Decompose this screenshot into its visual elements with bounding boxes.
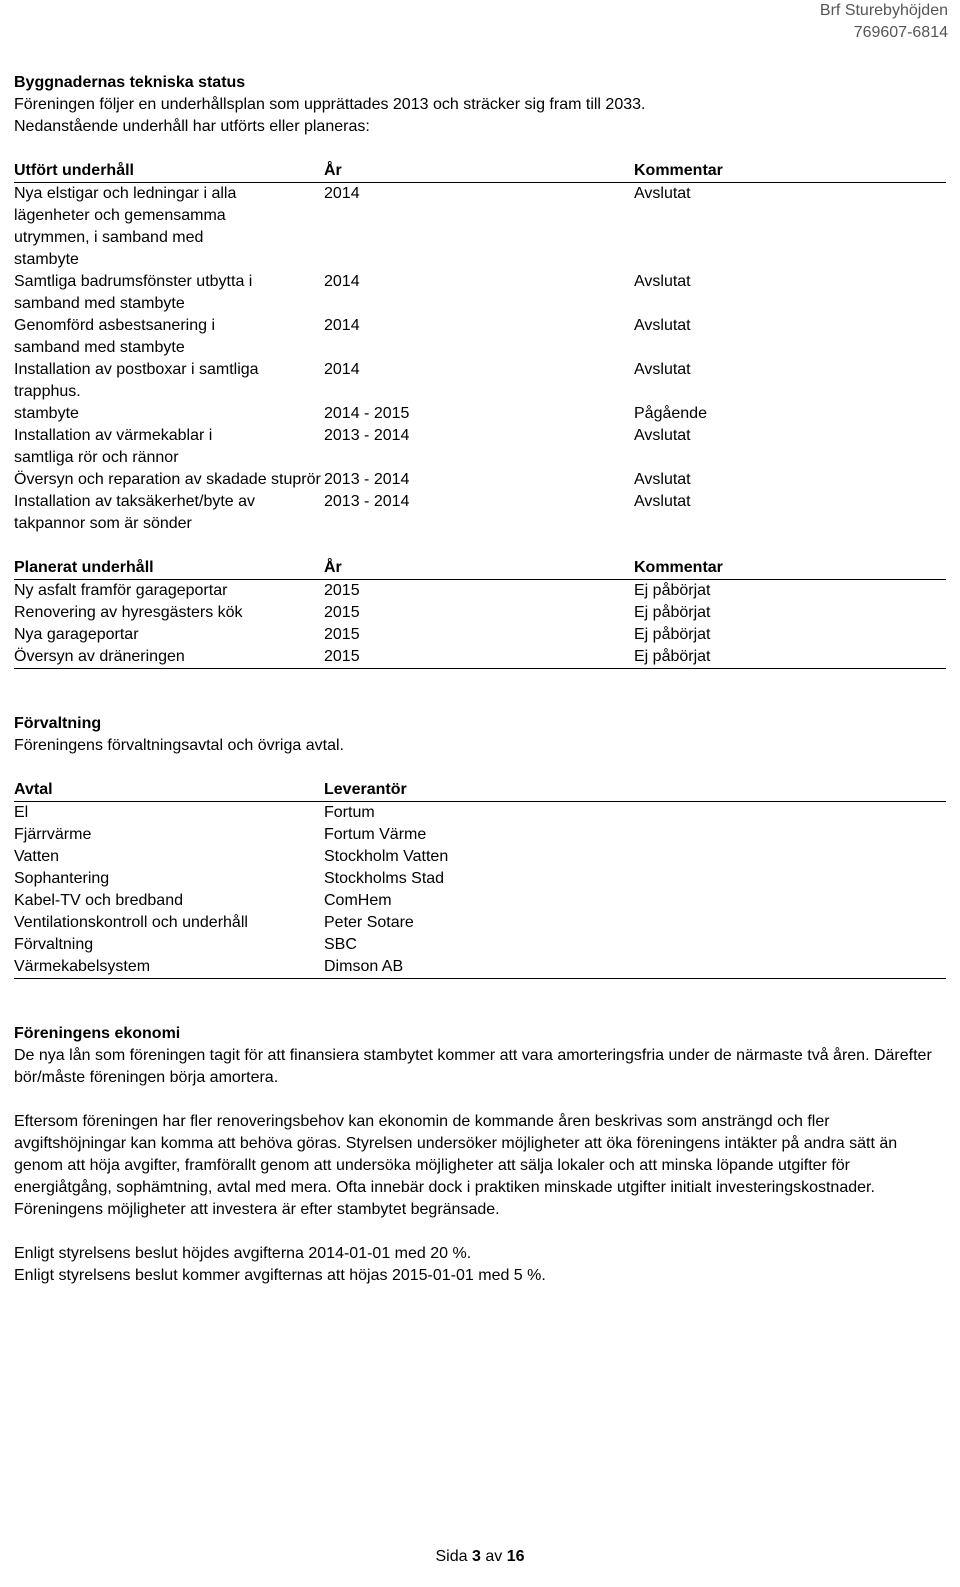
done-year: 2014 bbox=[324, 361, 360, 378]
table-row bbox=[14, 824, 946, 846]
contract-supplier: Peter Sotare bbox=[324, 914, 414, 931]
planned-year: 2015 bbox=[324, 646, 634, 669]
planned-year: 2015 bbox=[324, 582, 360, 599]
total-page-count: 16 bbox=[506, 1548, 525, 1565]
planned-task: Översyn av dräneringen bbox=[14, 646, 324, 669]
table-row bbox=[14, 359, 946, 403]
contract-supplier: Dimson AB bbox=[324, 956, 946, 979]
done-comment: Avslutat bbox=[634, 317, 691, 334]
association-name: Brf Sturebyhöjden bbox=[819, 2, 948, 19]
planned-task: Nya garageportar bbox=[14, 626, 139, 643]
done-year: 2014 bbox=[324, 185, 360, 202]
table-row bbox=[14, 183, 946, 272]
done-comment: Avslutat bbox=[634, 361, 691, 378]
contract-supplier: ComHem bbox=[324, 892, 392, 909]
done-comment: Avslutat bbox=[634, 471, 691, 488]
contract-supplier: Fortum bbox=[324, 804, 375, 821]
planned-maintenance-table bbox=[14, 557, 946, 669]
status-title: Byggnadernas tekniska status bbox=[14, 74, 246, 91]
done-task: Installation av postboxar i samtliga trapphus. bbox=[14, 361, 259, 400]
contract-name: Ventilationskontroll och underhåll bbox=[14, 914, 248, 931]
management-title: Förvaltning bbox=[14, 715, 102, 732]
done-task: Installation av taksäkerhet/byte av takpannor som är sönder bbox=[14, 493, 256, 532]
planned-col-comment: Kommentar bbox=[634, 557, 946, 580]
done-col-comment: Kommentar bbox=[634, 160, 946, 183]
done-table-header-row bbox=[14, 160, 946, 183]
table-row bbox=[14, 912, 946, 934]
done-col-task: Utfört underhåll bbox=[14, 160, 324, 183]
page-label: Sida bbox=[435, 1548, 468, 1565]
contract-supplier: Stockholm Vatten bbox=[324, 848, 449, 865]
table-row bbox=[14, 602, 946, 624]
contracts-col-supplier: Leverantör bbox=[324, 779, 946, 802]
planned-year: 2015 bbox=[324, 626, 360, 643]
contract-supplier: SBC bbox=[324, 936, 357, 953]
planned-comment: Ej påbörjat bbox=[634, 646, 946, 669]
planned-comment: Ej påbörjat bbox=[634, 582, 711, 599]
page-footer bbox=[0, 1546, 960, 1568]
contract-name: Förvaltning bbox=[14, 936, 94, 953]
economy-paragraph-2: Eftersom föreningen har fler renoveringsbehov kan ekonomin de kommande åren beskrivas som ansträngd och fler avgiftshöjningar kan komma att behöva göras. Styrelsen undersöker möjligheter att öka föreningens intäkter på andra sätt än genom att höja avgifter, framförallt genom att undersöka möjligheter att sälja lokaler och att minska löpande utgifter för energiåtgång, sophämtning, avtal med mera. Ofta innebär dock i praktiken minskade utgifter initialt investeringskostnader. Föreningens möjligheter att investera är efter stambytet begränsade. bbox=[14, 1113, 898, 1218]
table-row bbox=[14, 624, 946, 646]
economy-paragraph-1: De nya lån som föreningen tagit för att finansiera stambytet kommer att vara amorteringsfria under de närmaste två åren. Därefter bör/måste föreningen börja amortera. bbox=[14, 1047, 932, 1086]
contracts-col-contract: Avtal bbox=[14, 779, 324, 802]
page-header bbox=[820, 0, 948, 44]
table-row bbox=[14, 425, 946, 469]
contract-supplier: Stockholms Stad bbox=[324, 870, 445, 887]
table-row bbox=[14, 646, 946, 669]
economy-paragraph-4: Enligt styrelsens beslut kommer avgifternas att höjas 2015-01-01 med 5 %. bbox=[14, 1267, 546, 1284]
table-row bbox=[14, 403, 946, 425]
contract-name: Kabel-TV och bredband bbox=[14, 892, 183, 909]
planned-comment: Ej påbörjat bbox=[634, 626, 711, 643]
contract-name: Vatten bbox=[14, 848, 60, 865]
table-row bbox=[14, 934, 946, 956]
done-year: 2014 bbox=[324, 317, 360, 334]
table-row bbox=[14, 315, 946, 359]
contract-supplier: Fortum Värme bbox=[324, 826, 427, 843]
done-year: 2013 - 2014 bbox=[324, 493, 410, 510]
contracts-table bbox=[14, 779, 946, 979]
status-paragraph-2: Nedanstående underhåll har utförts eller planeras: bbox=[14, 118, 370, 135]
table-row bbox=[14, 868, 946, 890]
planned-year: 2015 bbox=[324, 604, 360, 621]
economy-paragraph-3: Enligt styrelsens beslut höjdes avgifterna 2014-01-01 med 20 %. bbox=[14, 1245, 472, 1262]
done-comment: Avslutat bbox=[634, 273, 691, 290]
done-year: 2014 - 2015 bbox=[324, 405, 410, 422]
done-year: 2013 - 2014 bbox=[324, 471, 410, 488]
planned-comment: Ej påbörjat bbox=[634, 604, 711, 621]
table-row bbox=[14, 580, 946, 603]
status-paragraph-1: Föreningen följer en underhållsplan som upprättades 2013 och sträcker sig fram till 2033. bbox=[14, 96, 646, 113]
org-number: 769607-6814 bbox=[853, 24, 948, 41]
done-task: Installation av värmekablar i samtliga rör och rännor bbox=[14, 427, 213, 466]
done-comment: Avslutat bbox=[634, 185, 691, 202]
planned-col-task: Planerat underhåll bbox=[14, 557, 324, 580]
done-comment: Avslutat bbox=[634, 493, 691, 510]
done-task: Nya elstigar och ledningar i alla lägenheter och gemensamma utrymmen, i samband med stambyte bbox=[14, 185, 237, 268]
planned-task: Renovering av hyresgästers kök bbox=[14, 604, 243, 621]
page-content bbox=[14, 72, 946, 1287]
done-task: stambyte bbox=[14, 405, 79, 422]
current-page-number: 3 bbox=[471, 1548, 481, 1565]
table-row bbox=[14, 802, 946, 825]
table-row bbox=[14, 271, 946, 315]
table-row bbox=[14, 956, 946, 979]
contracts-table-header-row bbox=[14, 779, 946, 802]
done-task: Översyn och reparation av skadade stuprör bbox=[14, 471, 321, 488]
planned-task: Ny asfalt framför garageportar bbox=[14, 582, 228, 599]
table-row bbox=[14, 491, 946, 535]
done-year: 2014 bbox=[324, 273, 360, 290]
management-paragraph: Föreningens förvaltningsavtal och övriga avtal. bbox=[14, 737, 344, 754]
done-year: 2013 - 2014 bbox=[324, 427, 410, 444]
contract-name: El bbox=[14, 804, 29, 821]
page-of-label: av bbox=[485, 1548, 503, 1565]
economy-title: Föreningens ekonomi bbox=[14, 1025, 181, 1042]
done-col-year: År bbox=[324, 160, 634, 183]
done-maintenance-table bbox=[14, 160, 946, 535]
planned-table-header-row bbox=[14, 557, 946, 580]
contract-name: Sophantering bbox=[14, 870, 110, 887]
done-comment: Avslutat bbox=[634, 427, 691, 444]
table-row bbox=[14, 469, 946, 491]
done-task: Genomförd asbestsanering i samband med stambyte bbox=[14, 317, 215, 356]
contract-name: Värmekabelsystem bbox=[14, 956, 324, 979]
done-comment: Pågående bbox=[634, 405, 707, 422]
table-row bbox=[14, 846, 946, 868]
contract-name: Fjärrvärme bbox=[14, 826, 92, 843]
done-task: Samtliga badrumsfönster utbytta i samband med stambyte bbox=[14, 273, 253, 312]
table-row bbox=[14, 890, 946, 912]
planned-col-year: År bbox=[324, 557, 634, 580]
